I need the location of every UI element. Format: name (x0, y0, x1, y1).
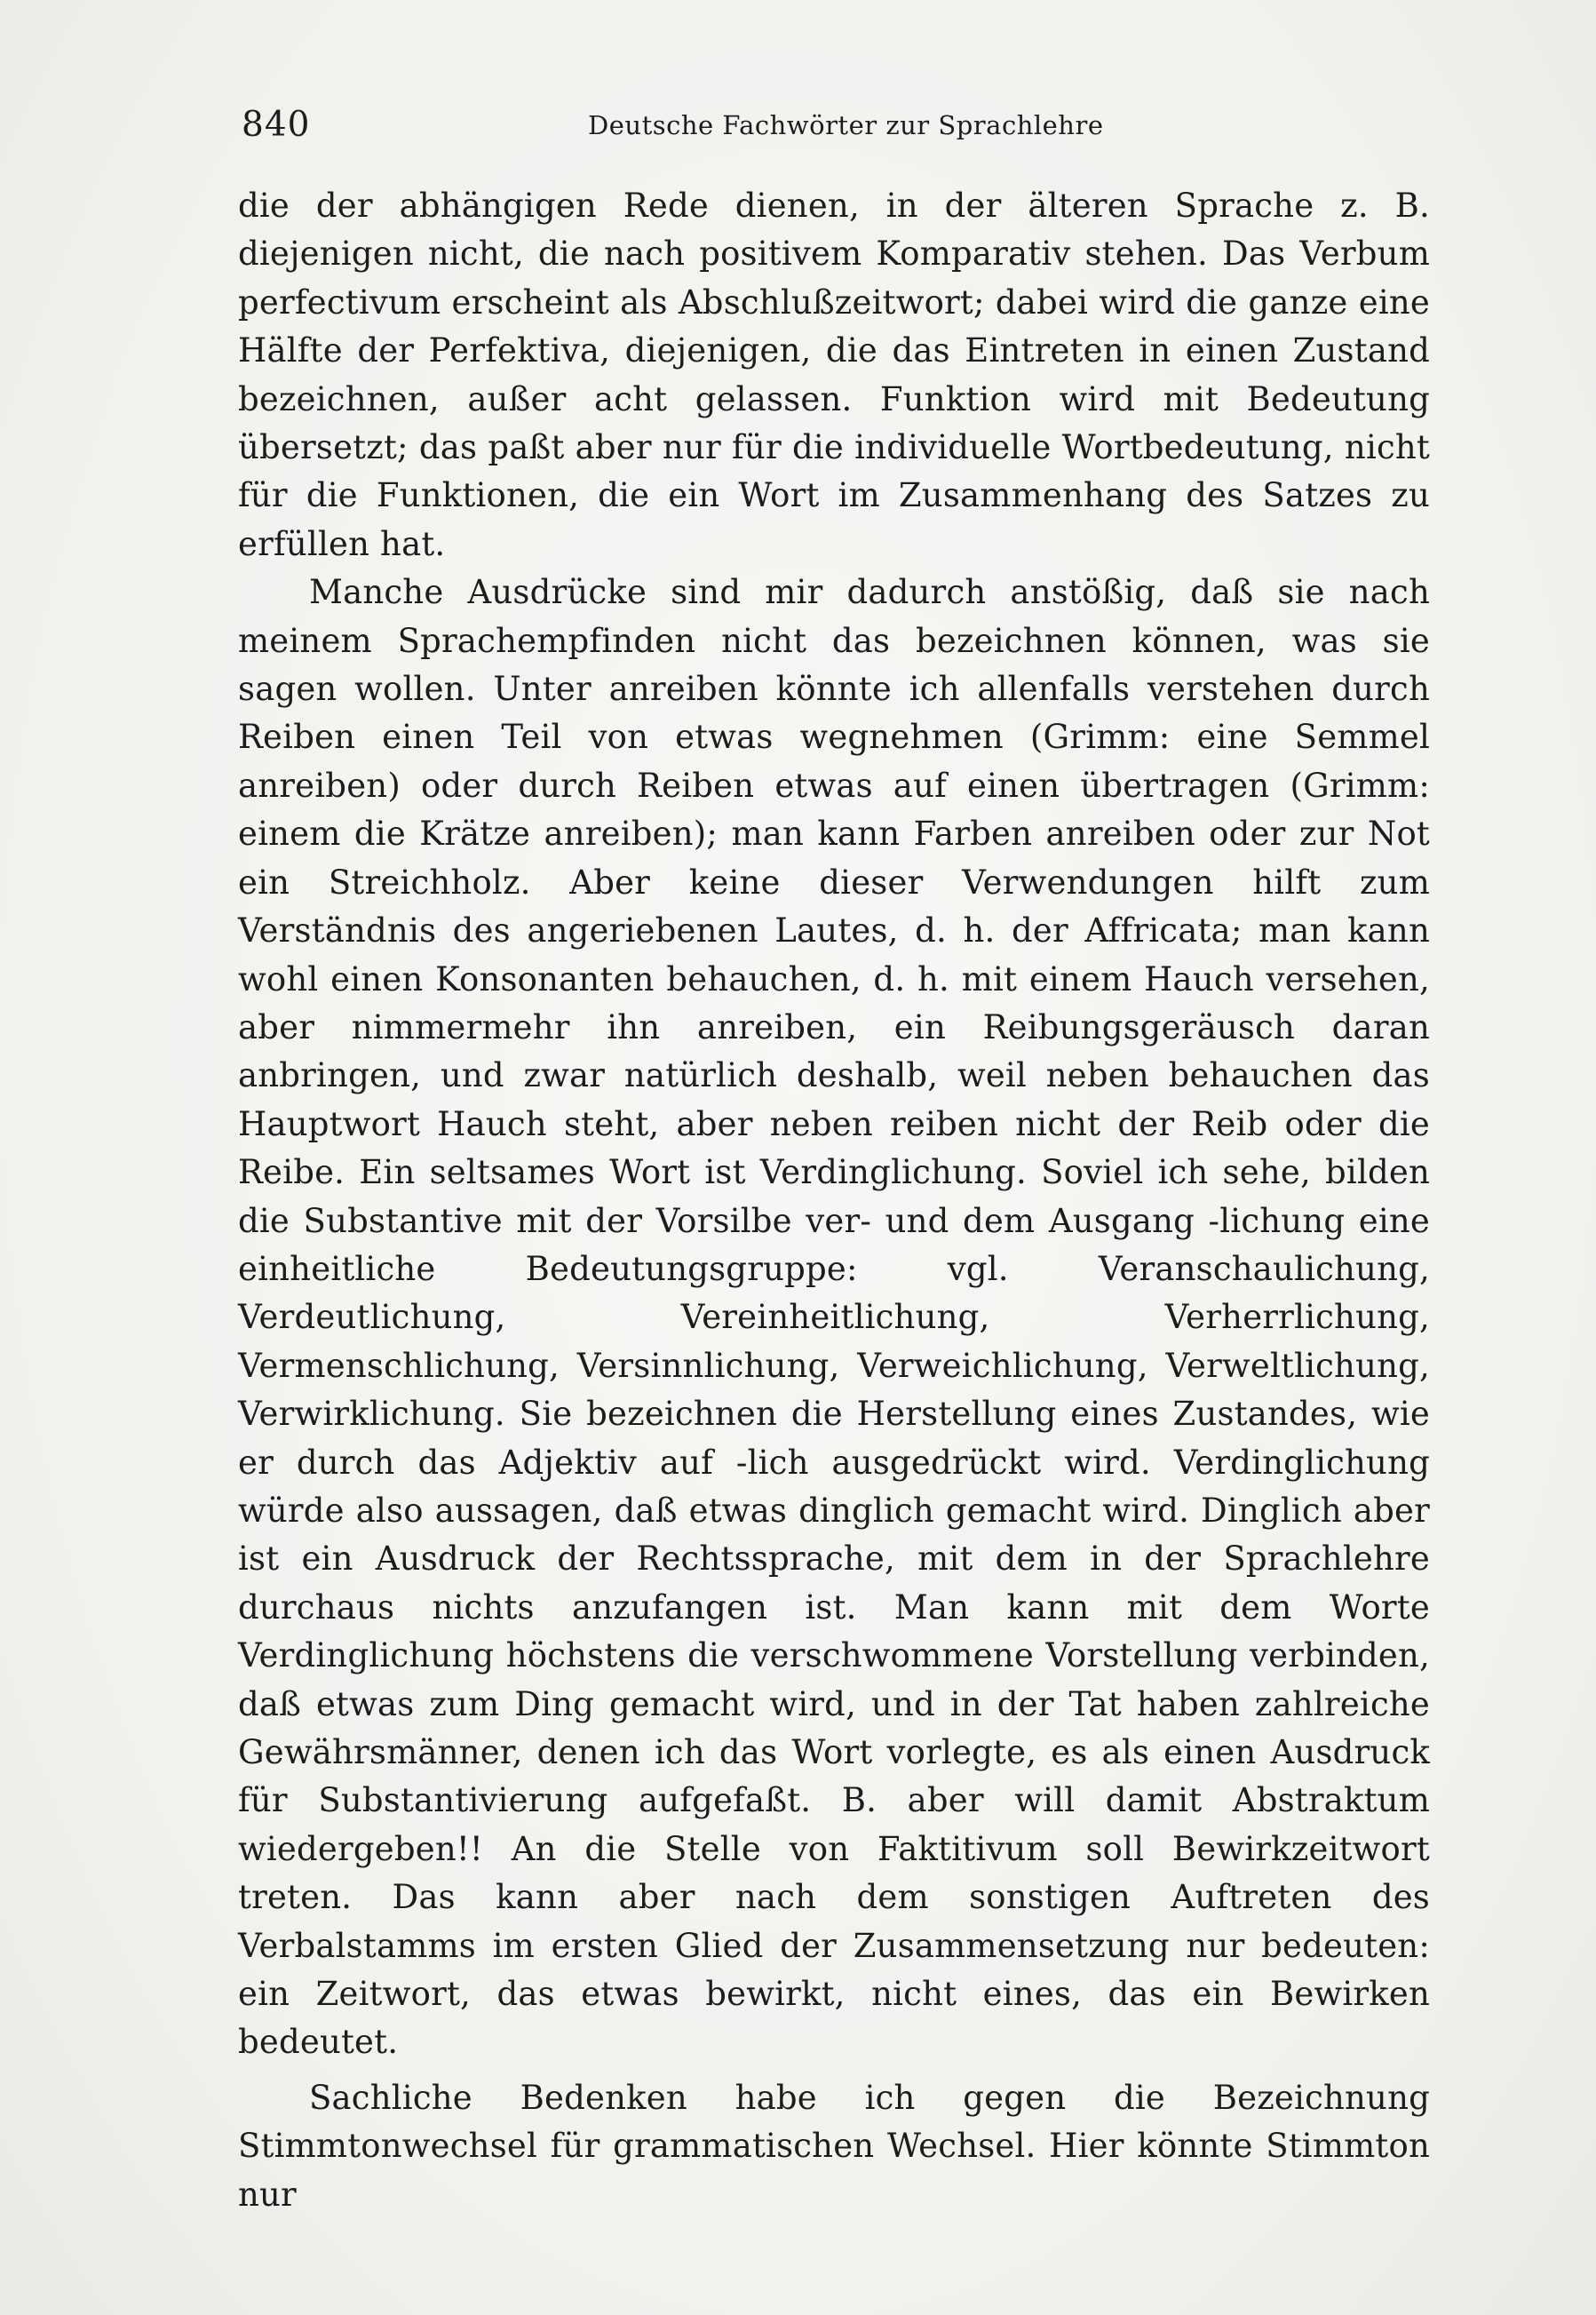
paragraph-1: die der abhängigen Rede dienen, in der älteren Sprache z. B. diejenigen nicht, die nach positivem Komparativ stehen. Das Verbum perfectivum erscheint als Abschlußzeitwort; dabei wird die ganze eine Hälfte der Perfektiva, diejenigen, die das Eintreten in einen Zustand bezeichnen, außer acht gelassen. Funktion wird mit Bedeutung übersetzt; das paßt aber nur für die individuelle Wortbedeutung, nicht für die Funktionen, die ein Wort im Zusammenhang des Satzes zu erfüllen hat. (238, 187, 1430, 563)
page-number: 840 (242, 105, 311, 145)
paragraph-3: Sachliche Bedenken habe ich gegen die Bezeichnung Stimmtonwechsel für grammatischen Wechsel. Hier könnte Stimmton nur (238, 2078, 1430, 2214)
page-header (242, 105, 1427, 155)
body-text (238, 182, 1430, 2219)
paragraph-2: Manche Ausdrücke sind mir dadurch anstößig, daß sie nach meinem Sprachempfinden nicht das bezeichnen können, was sie sagen wollen. Unter anreiben könnte ich allenfalls verstehen durch Reiben einen Teil von etwas wegnehmen (Grimm: eine Semmel anreiben) oder durch Reiben etwas auf einen übertragen (Grimm: einem die Krätze anreiben); man kann Farben anreiben oder zur Not ein Streichholz. Aber keine dieser Verwendungen hilft zum Verständnis des angeriebenen Lautes, d. h. der Affricata; man kann wohl einen Konsonanten behauchen, d. h. mit einem Hauch versehen, aber nimmermehr ihn anreiben, ein Reibungsgeräusch daran anbringen, und zwar natürlich deshalb, weil neben behauchen das Hauptwort Hauch steht, aber neben reiben nicht der Reib oder die Reibe. Ein seltsames Wort ist Verdinglichung. Soviel ich sehe, bilden die Substantive mit der Vorsilbe ver- und dem Ausgang -lichung eine einheitliche Bedeutungsgruppe: vgl. Veranschaulichung, Verdeutlichung, Vereinheitlichung, Verherrlichung, Vermenschlichung, Versinnlichung, Verweichlichung, Verweltlichung, Verwirklichung. Sie bezeichnen die Herstellung eines Zustandes, wie er durch das Adjektiv auf -lich ausgedrückt wird. Verdinglichung würde also aussagen, daß etwas dinglich gemacht wird. Dinglich aber ist ein Ausdruck der Rechtssprache, mit dem in der Sprachlehre durchaus nichts anzufangen ist. Man kann mit dem Worte Verdinglichung höchstens die verschwommene Vorstellung verbinden, daß etwas zum Ding gemacht wird, und in der Tat haben zahlreiche Gewährsmänner, denen ich das Wort vorlegte, es als einen Ausdruck für Substantivierung aufgefaßt. B. aber will damit Abstraktum wiedergeben!! An die Stelle von Faktitivum soll Bewirkzeitwort treten. Das kann aber nach dem sonstigen Auftreten des Verbalstamms im ersten Glied der Zusammensetzung nur bedeuten: ein Zeitwort, das etwas bewirkt, nicht eines, das ein Bewirken bedeutet. (238, 573, 1430, 2062)
running-title: Deutsche Fachwörter zur Sprachlehre (588, 110, 1104, 140)
